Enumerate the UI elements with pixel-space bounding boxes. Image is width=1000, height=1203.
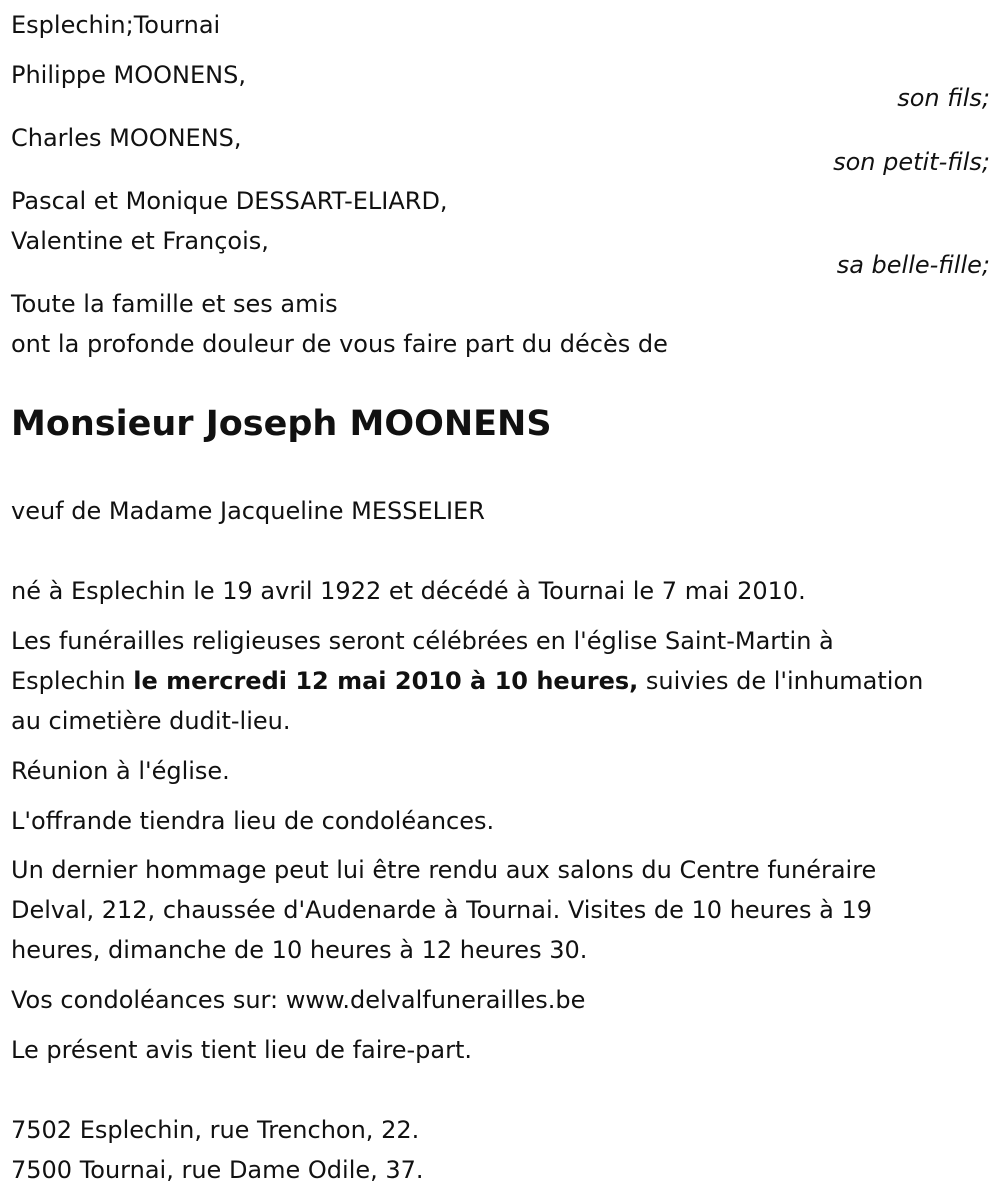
funeral-text	[11, 666, 923, 696]
birth-death-text: né à Esplechin le 19 avril 1922 et décédé à Tournai le 7 mai 2010.	[11, 577, 806, 605]
family-member-relation: sa belle-fille;	[836, 251, 990, 279]
family-member-name: Pascal et Monique DESSART-ELIARD,	[11, 187, 448, 215]
funeral-text-pre: Esplechin	[11, 667, 134, 695]
family-member-relation: son fils;	[897, 84, 990, 112]
funeral-text: au cimetière dudit-lieu.	[11, 707, 291, 735]
location-header: Esplechin;Tournai	[11, 11, 221, 39]
hommage-text: heures, dimanche de 10 heures à 12 heures 30.	[11, 936, 588, 964]
condoleances-text: Vos condoléances sur: www.delvalfunerailles.be	[11, 986, 586, 1014]
funeral-text: Les funérailles religieuses seront célébrées en l'église Saint-Martin à	[11, 627, 834, 655]
intro-text: Toute la famille et ses amis	[11, 290, 338, 318]
family-member-name: Charles MOONENS,	[11, 124, 242, 152]
address-line: 7500 Tournai, rue Dame Odile, 37.	[11, 1156, 424, 1184]
offrande-text: L'offrande tiendra lieu de condoléances.	[11, 807, 495, 835]
reunion-text: Réunion à l'église.	[11, 757, 230, 785]
funeral-text-post: suivies de l'inhumation	[638, 667, 924, 695]
family-member-relation: son petit-fils;	[833, 148, 990, 176]
faire-part-text: Le présent avis tient lieu de faire-part.	[11, 1036, 473, 1064]
spouse-text: veuf de Madame Jacqueline MESSELIER	[11, 497, 485, 525]
deceased-name: Monsieur Joseph MOONENS	[11, 404, 552, 444]
hommage-text: Delval, 212, chaussée d'Audenarde à Tournai. Visites de 10 heures à 19	[11, 896, 872, 924]
intro-text: ont la profonde douleur de vous faire part du décès de	[11, 330, 668, 358]
family-member-name: Philippe MOONENS,	[11, 61, 246, 89]
family-member-name: Valentine et François,	[11, 227, 269, 255]
funeral-date: le mercredi 12 mai 2010 à 10 heures,	[133, 667, 639, 695]
hommage-text: Un dernier hommage peut lui être rendu aux salons du Centre funéraire	[11, 856, 877, 884]
address-line: 7502 Esplechin, rue Trenchon, 22.	[11, 1116, 420, 1144]
